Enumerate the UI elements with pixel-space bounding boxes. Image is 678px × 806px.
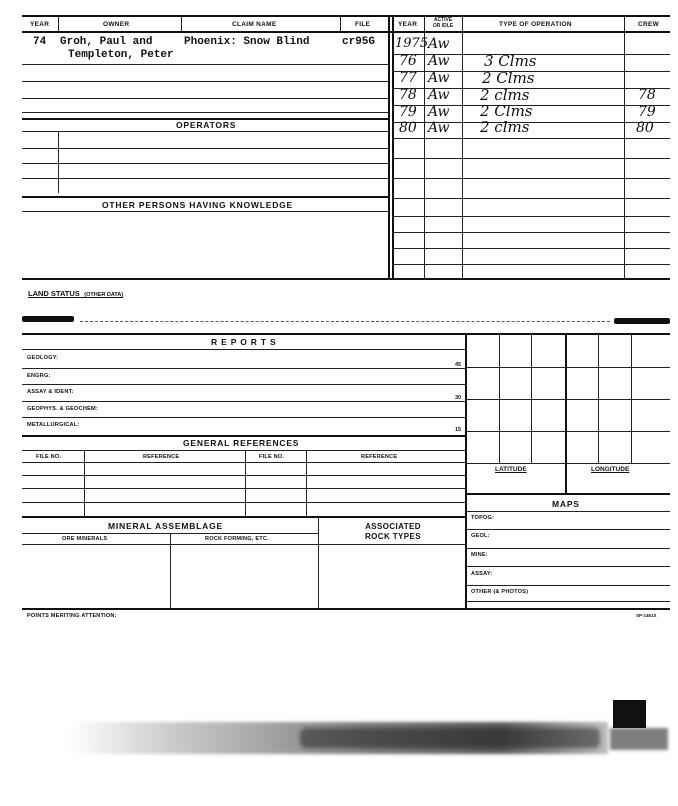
activity-rule: [392, 264, 670, 265]
latitude-label: LATITUDE: [495, 466, 527, 473]
mineral-ore: ORE MINERALS: [62, 536, 108, 542]
rule-line: [22, 64, 388, 65]
activity-operation-6: 2 clms: [480, 118, 530, 136]
record-owner-line1: Groh, Paul and: [60, 36, 153, 48]
reports-title-rule: [22, 349, 466, 350]
gr-rule: [22, 502, 466, 503]
maps-title: MAPS: [552, 499, 580, 509]
latlong-grid-line: [466, 367, 670, 368]
reports-title: R E P O R T S: [211, 337, 277, 347]
reports-top-border: [22, 333, 670, 335]
activity-status-2: Aw: [428, 53, 450, 69]
reports-rule: [22, 417, 466, 418]
maps-title-rule: [466, 511, 670, 512]
report-assay-label: ASSAY & IDENT:: [27, 389, 74, 395]
gr-col-file-no-2: FILE NO.: [259, 454, 285, 460]
header-active-or-idle: [427, 17, 459, 29]
other-persons-top-border: [22, 196, 388, 198]
activity-year-2: 76: [399, 53, 417, 69]
operators-rule: [22, 178, 388, 179]
gr-rule: [22, 475, 466, 476]
maps-assay: ASSAY:: [471, 571, 493, 577]
footer-top-border: [22, 608, 670, 610]
record-year: 74: [33, 36, 47, 48]
general-references-title-rule: [22, 450, 466, 451]
activity-rule: [392, 178, 670, 179]
report-assay-num: 30: [455, 395, 462, 401]
mineral-divider: [318, 516, 319, 608]
maps-topog: TOPOG:: [471, 515, 495, 521]
activity-rule: [392, 158, 670, 159]
activity-crew-4: 78: [638, 87, 656, 103]
header-year: YEAR: [30, 21, 50, 28]
header-type-of-operation: TYPE OF OPERATION: [499, 21, 572, 28]
rock-types-label: ROCK TYPES: [364, 532, 421, 541]
land-status-label: [28, 283, 123, 301]
activity-crew-5: 79: [638, 104, 656, 120]
header-crew: CREW: [638, 21, 660, 28]
activity-operation-5: 2 Clms: [480, 102, 533, 120]
divider-claim-file: [340, 15, 341, 32]
rule-line: [22, 112, 388, 113]
gr-col-file-no: FILE NO.: [36, 454, 62, 460]
mineral-divider: [170, 533, 171, 608]
maps-rule: [466, 548, 670, 549]
gr-divider: [306, 450, 307, 516]
report-metallurgical-label: METALLURGICAL:: [27, 422, 80, 428]
gr-col-reference-2: REFERENCE: [361, 454, 398, 460]
reports-rule: [22, 401, 466, 402]
header-claim-name: CLAIM NAME: [232, 21, 277, 28]
mineral-top-border: [22, 516, 466, 518]
reports-rule: [22, 384, 466, 385]
land-status-title: LAND STATUS: [28, 289, 80, 298]
maps-top-border: [466, 493, 670, 495]
operators-divider: [58, 131, 59, 193]
longitude-label: LONGITUDE: [591, 466, 630, 473]
other-persons-title: OTHER PERSONS HAVING KNOWLEDGE: [102, 200, 294, 210]
redaction-mark-left: [22, 316, 74, 322]
record-owner-line2: Templeton, Peter: [68, 49, 174, 61]
report-geology-label: GEOLOGY:: [27, 355, 59, 361]
activity-rule: [392, 248, 670, 249]
activity-status-4: Aw: [428, 87, 450, 103]
gr-col-reference: REFERENCE: [143, 454, 180, 460]
maps-rule: [466, 529, 670, 530]
activity-year-1: 1975: [395, 36, 429, 51]
general-references-top-border: [22, 435, 466, 437]
latlong-grid-divider: [565, 335, 567, 493]
report-engrg-label: ENGRG:: [27, 373, 51, 379]
maps-geol: GEOL:: [471, 533, 490, 539]
activity-rule: [392, 232, 670, 233]
form-code: SP-1461S: [636, 613, 657, 618]
other-persons-rule: [22, 211, 388, 212]
maps-rule: [466, 601, 670, 602]
activity-year-6: 80: [399, 120, 417, 136]
latlong-grid-line: [466, 399, 670, 400]
header-owner: OWNER: [103, 21, 130, 28]
activity-status-5: Aw: [428, 104, 450, 120]
maps-other: OTHER (& PHOTOS): [471, 589, 529, 595]
reports-rule: [22, 368, 466, 369]
record-file: cr95G: [342, 36, 376, 48]
activity-operation-2: 3 Clms: [484, 52, 537, 70]
scan-smudge-dense: [300, 728, 600, 748]
points-meriting-attention: POINTS MERITING ATTENTION:: [27, 613, 117, 619]
associated-rock-types: [330, 522, 456, 542]
activity-rule: [392, 216, 670, 217]
land-status-sub: (OTHER DATA): [84, 292, 124, 298]
top-border: [22, 15, 670, 17]
report-geology-num: 45: [455, 362, 462, 368]
associated-label: ASSOCIATED: [365, 522, 421, 531]
activity-year-3: 77: [399, 70, 417, 86]
activity-crew-6: 80: [636, 120, 654, 136]
gr-header-rule: [22, 462, 466, 463]
divider-year-owner: [58, 15, 59, 32]
operators-title: OPERATORS: [176, 120, 237, 130]
header-file: FILE: [355, 21, 371, 28]
mineral-rock: ROCK FORMING, ETC.: [205, 536, 269, 542]
activity-rule: [392, 198, 670, 199]
or-idle-label: OR IDLE: [432, 23, 454, 29]
activity-operation-3: 2 Clms: [482, 69, 535, 87]
operators-rule: [22, 163, 388, 164]
header-bottom-border: [22, 31, 670, 33]
mineral-title: MINERAL ASSEMBLAGE: [108, 521, 223, 531]
scan-block-tail: [610, 728, 668, 750]
rule-line: [22, 98, 388, 99]
maps-rule: [466, 585, 670, 586]
operators-rule: [22, 131, 388, 132]
activity-status-6: Aw: [428, 120, 450, 136]
mineral-header-rule: [22, 544, 466, 545]
record-claim-name: Phoenix: Snow Blind: [184, 36, 310, 48]
divider-left-right: [388, 15, 390, 280]
maps-rule: [466, 566, 670, 567]
latlong-grid-line: [466, 431, 670, 432]
active-label: ACTIVE: [433, 17, 453, 23]
gr-divider: [84, 450, 85, 516]
redaction-mark-right: [614, 318, 670, 324]
divider-owner-claim: [181, 15, 182, 32]
report-geophys-label: GEOPHYS. & GEOCHEM:: [27, 406, 98, 412]
activity-year-5: 79: [399, 104, 417, 120]
maps-mine: MINE:: [471, 552, 488, 558]
activity-year-4: 78: [399, 87, 417, 103]
scan-block: [613, 700, 646, 728]
operators-rule: [22, 148, 388, 149]
latlong-grid-line: [466, 463, 670, 464]
activity-operation-4: 2 clms: [480, 86, 530, 104]
activity-status-1: Aw: [428, 36, 450, 52]
activity-rule: [392, 138, 670, 139]
rule-line: [22, 81, 388, 82]
gr-rule: [22, 488, 466, 489]
general-references-title: GENERAL REFERENCES: [183, 438, 300, 448]
header-year-2: YEAR: [398, 21, 418, 28]
report-metallurgical-num: 15: [455, 427, 462, 433]
gr-divider: [245, 450, 246, 516]
land-status-top-border: [22, 278, 670, 280]
activity-status-3: Aw: [428, 70, 450, 86]
dashed-divider: [80, 321, 610, 322]
